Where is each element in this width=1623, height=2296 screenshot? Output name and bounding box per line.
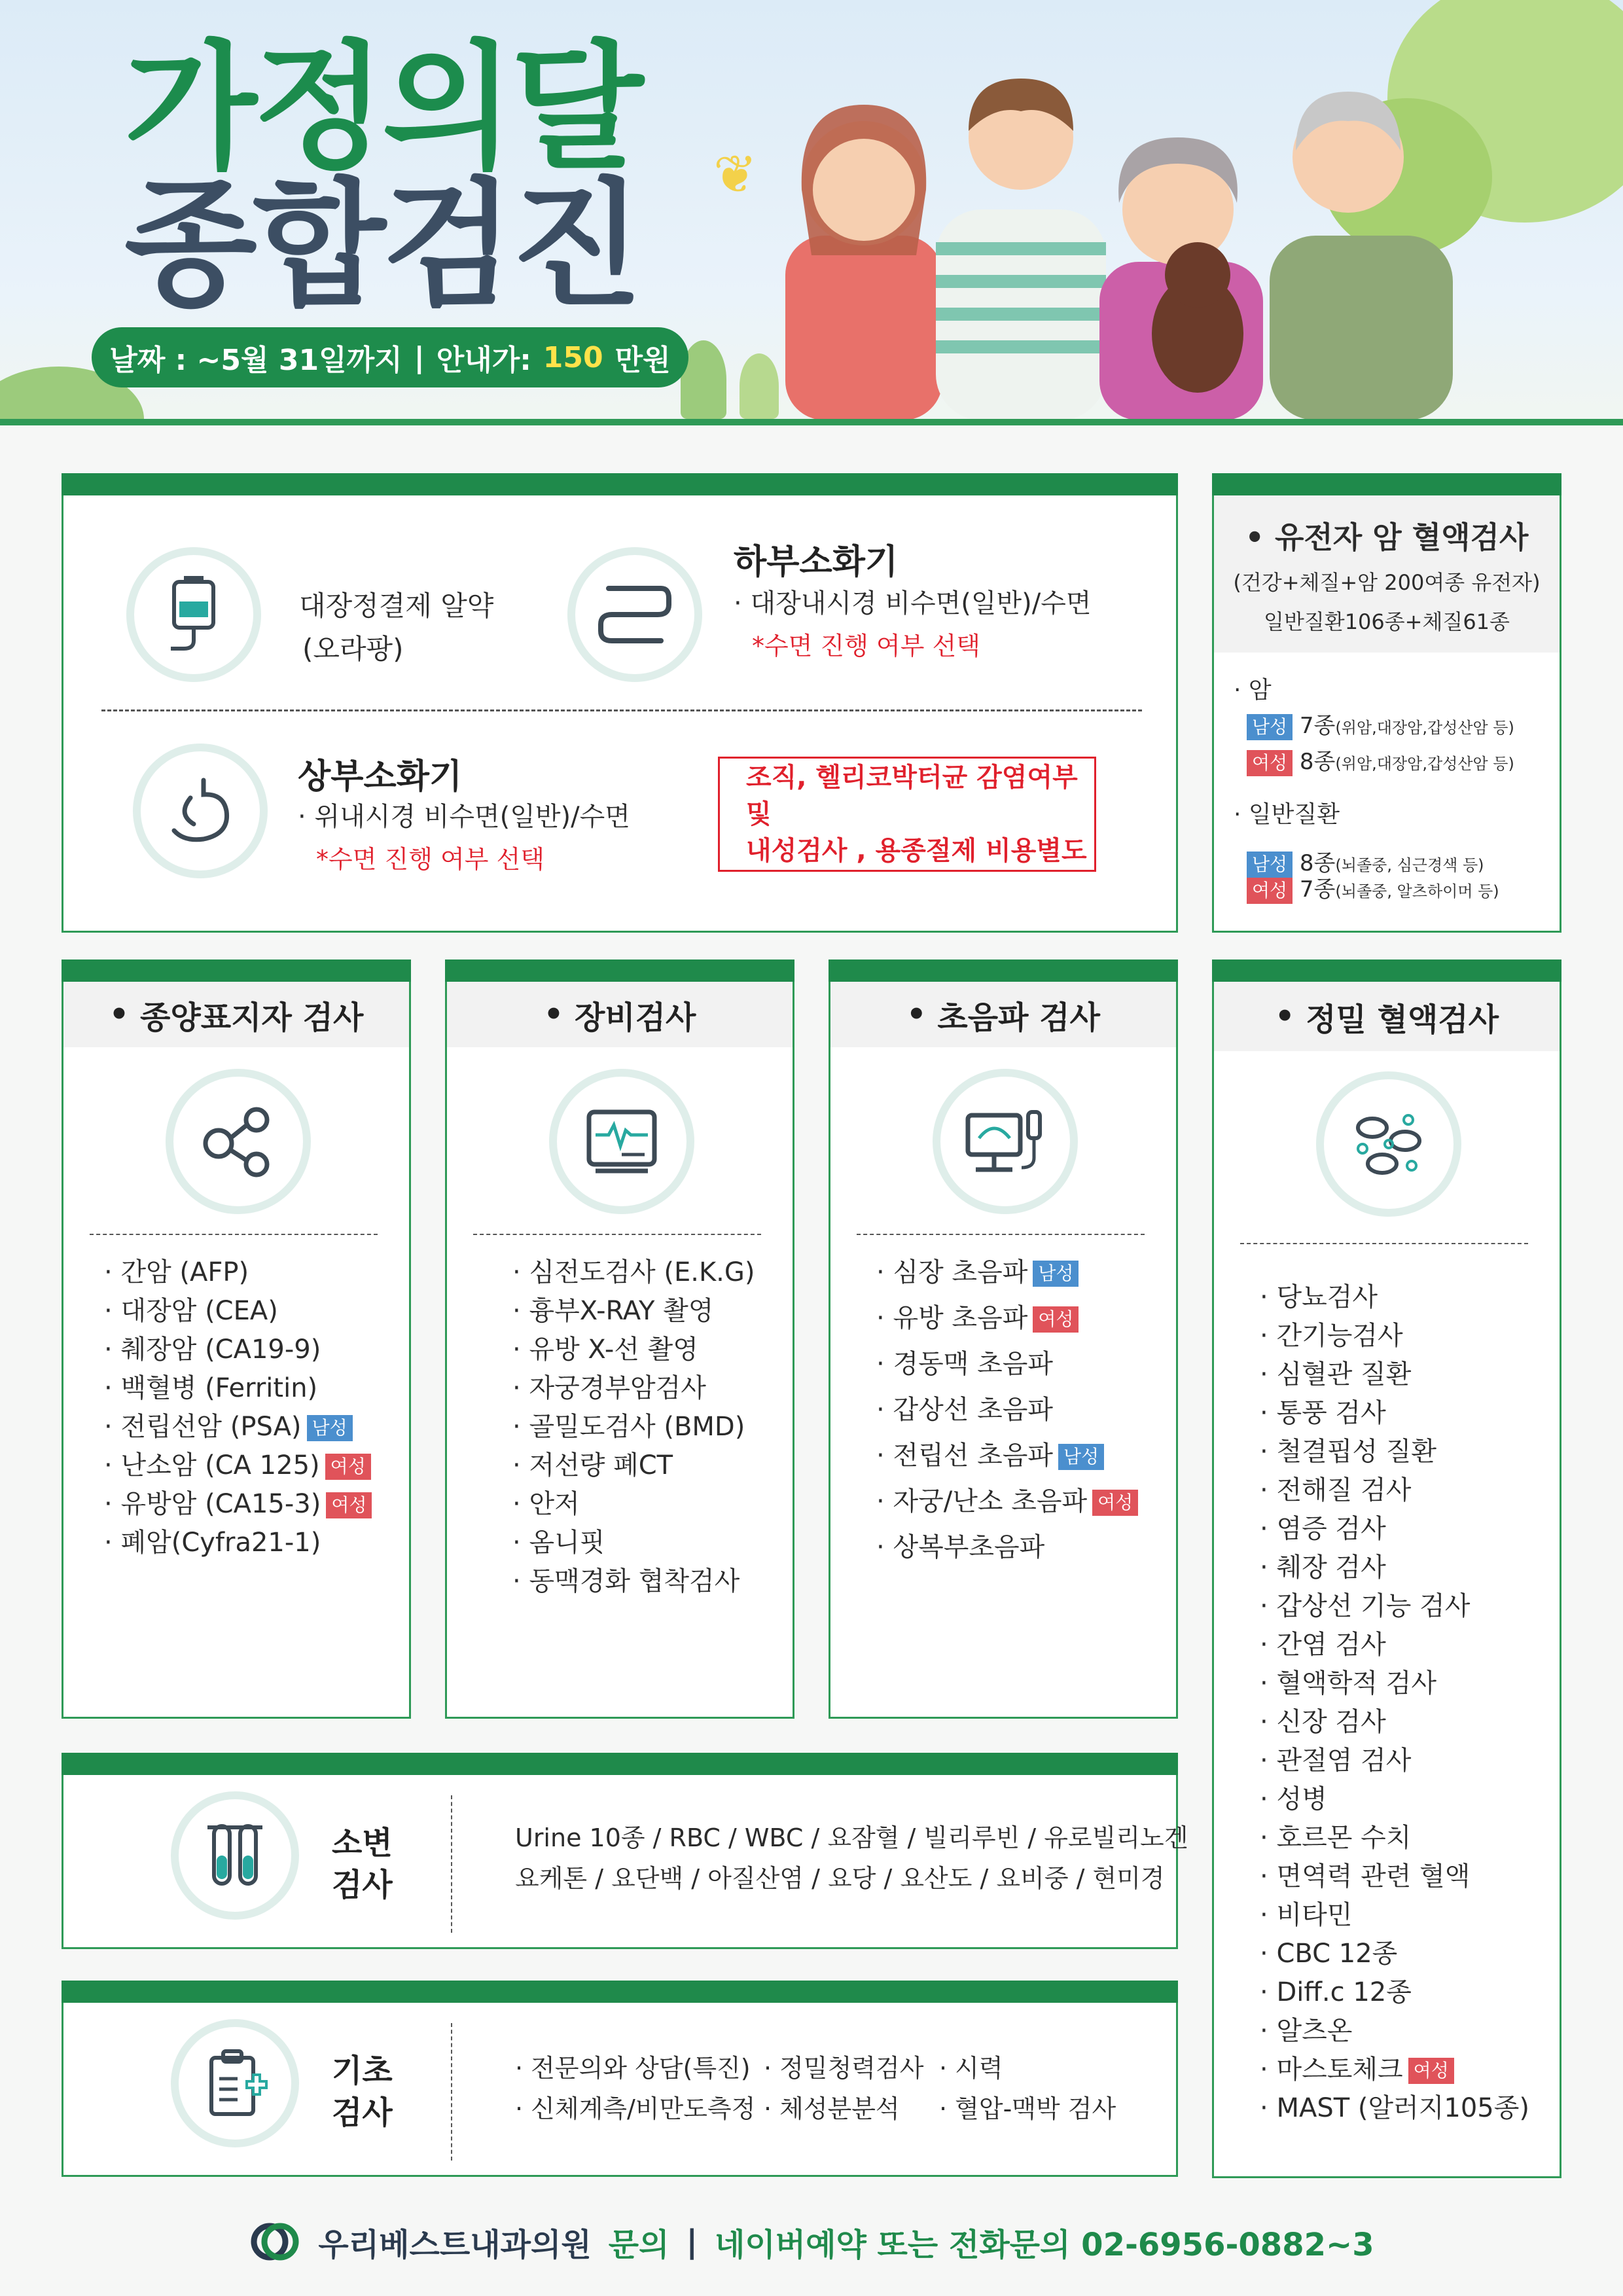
box-top-bar (62, 960, 411, 982)
inquiry-label: 문의 (608, 2226, 669, 2263)
genetic-general-label: · 일반질환 (1234, 801, 1340, 828)
item-text: 신장 검사 (1276, 1707, 1386, 1737)
list-item: · 옴니핏 (512, 1524, 755, 1562)
genetic-row (1247, 871, 1499, 904)
blood-list (1260, 1278, 1529, 2128)
item-text: CBC 12종 (1276, 1939, 1398, 1969)
list-item: · 자궁경부암검사 (512, 1369, 755, 1408)
genetic-title: • 유전자 암 혈액검사 (1245, 520, 1529, 555)
item-text: 면역력 관련 혈액 (1276, 1861, 1471, 1892)
date-price-pill (92, 327, 688, 387)
butterfly-icon: ❦ (713, 144, 758, 205)
list-item: · 저선량 폐CT (512, 1446, 755, 1485)
item-text: 전립선암 (PSA) (120, 1412, 302, 1442)
basic-item-text: 전문의와 상담(특진) (531, 2054, 751, 2083)
list-item (1260, 2012, 1529, 2051)
female-tag: 여성 (325, 1454, 371, 1480)
item-text: 마스토체크 (1276, 2054, 1403, 2085)
tumor-divider (90, 1234, 378, 1235)
family-illustration (772, 59, 1525, 420)
list-item: · 심전도검사 (E.K.G) (512, 1253, 755, 1292)
item-text: Diff.c 12종 (1276, 1977, 1412, 2007)
monitor-ecg-icon (549, 1069, 694, 1214)
item-text: 전해질 검사 (1276, 1475, 1412, 1505)
list-item: · 유방 X-선 촬영 (512, 1331, 755, 1369)
list-item: · 흉부X-RAY 촬영 (512, 1292, 755, 1331)
list-item (104, 1331, 372, 1369)
basic-item: · 신체계측/비만도측정 (515, 2094, 756, 2123)
basic-test-box (62, 1981, 1178, 2177)
iv-bag-icon (126, 547, 261, 682)
list-item: · 골밀도검사 (BMD) (512, 1408, 755, 1446)
equipment-box (445, 960, 794, 1719)
urine-divider (451, 1795, 452, 1933)
basic-item-text: 신체계측/비만도측정 (531, 2094, 756, 2123)
lower-gi-item: · 대장내시경 비수면(일반)/수면 (734, 588, 1092, 619)
list-item (1260, 1355, 1529, 1394)
basic-item-text: 시력 (955, 2054, 1003, 2083)
list-item (876, 1387, 1138, 1433)
genetic-test-box (1212, 473, 1561, 933)
male-tag: 남성 (1247, 714, 1293, 740)
male-tag: 남성 (1058, 1444, 1104, 1470)
basic-item-text: 혈압-맥박 검사 (955, 2094, 1116, 2123)
lower-gi-title: 하부소화기 (734, 543, 899, 582)
list-item (876, 1524, 1138, 1570)
box-top-bar (1212, 960, 1561, 982)
list-item (1260, 1973, 1529, 2012)
box-top-bar (62, 1753, 1178, 1775)
upper-gi-title: 상부소화기 (298, 757, 463, 797)
list-item (876, 1341, 1138, 1387)
list-item (1260, 1857, 1529, 1896)
list-item (1260, 2051, 1529, 2089)
item-text: 관절염 검사 (1276, 1746, 1412, 1776)
basic-item-text: 정밀청력검사 (779, 2054, 924, 2083)
genetic-row-count: 8종 (1299, 749, 1336, 775)
lower-gi-note: *수면 진행 여부 선택 (752, 632, 980, 660)
female-tag: 여성 (1033, 1306, 1079, 1333)
hero-ground-line (0, 419, 1623, 425)
item-text: 유방암 (CA15-3) (120, 1489, 321, 1519)
item-text: 간기능검사 (1276, 1321, 1403, 1351)
list-item (1260, 1317, 1529, 1355)
blood-header: • 정밀 혈액검사 (1214, 982, 1560, 1051)
urine-title-line1: 소변 (332, 1825, 393, 1861)
blood-title: 정밀 혈액검사 (1306, 1001, 1499, 1038)
hero-title-line1: 가정의달 (124, 27, 640, 188)
item-text: 염증 검사 (1276, 1514, 1386, 1544)
extra-cost-line1: 조직, 헬리코박터균 감염여부 및 (746, 762, 1078, 829)
list-item (876, 1295, 1138, 1341)
list-item (104, 1408, 372, 1446)
upper-gi-note: *수면 진행 여부 선택 (316, 845, 544, 874)
basic-item: · 체성분분석 (764, 2094, 900, 2123)
list-item (1260, 1394, 1529, 1433)
female-tag: 여성 (1092, 1490, 1138, 1516)
tumor-title: 종양표지자 검사 (140, 999, 364, 1036)
item-text: 간암 (AFP) (120, 1257, 249, 1287)
blood-cells-icon (1316, 1071, 1461, 1217)
stomach-icon (133, 744, 268, 878)
box-top-bar (829, 960, 1178, 982)
item-text: 대장암 (CEA) (120, 1296, 278, 1326)
clinic-name: 우리베스트내과의원 (318, 2226, 592, 2263)
genetic-row-count: 8종 (1299, 850, 1336, 876)
female-tag: 여성 (326, 1492, 372, 1518)
upper-gi-item-text: 위내시경 비수면(일반)/수면 (314, 802, 630, 832)
item-text: 혈액학적 검사 (1276, 1668, 1436, 1698)
genetic-title-text: 유전자 암 혈액검사 (1274, 520, 1529, 555)
male-tag: 남성 (1247, 852, 1293, 878)
box-top-bar (445, 960, 794, 982)
extra-cost-notice (718, 757, 1096, 872)
basic-item: · 전문의와 상담(특진) (515, 2054, 751, 2083)
list-item (104, 1524, 372, 1562)
list-item (1260, 1664, 1529, 1703)
list-item (876, 1249, 1138, 1295)
item-text: MAST (알러지105종) (1276, 2093, 1529, 2123)
item-text: 통풍 검사 (1276, 1398, 1386, 1428)
price-unit: 만원 (615, 344, 671, 377)
basic-item: · 시력 (939, 2054, 1003, 2083)
item-text: 폐암(Cyfra21-1) (120, 1528, 321, 1558)
equipment-header: • 장비검사 (447, 982, 793, 1047)
urine-line1: Urine 10종 / RBC / WBC / 요잠혈 / 빌리루빈 / 유로빌리노겐 (515, 1823, 1188, 1852)
list-item (1260, 2089, 1529, 2128)
item-text: 갑상선 기능 검사 (1276, 1591, 1471, 1621)
list-item (1260, 1626, 1529, 1664)
hero-banner (0, 0, 1623, 425)
extra-cost-line2: 내성검사 , 용종절제 비용별도 (746, 836, 1087, 866)
box-top-bar (62, 473, 1178, 495)
pill-separator: | (414, 340, 425, 374)
tumor-header: • 종양표지자 검사 (63, 982, 409, 1047)
ultrasound-machine-icon (933, 1069, 1078, 1214)
genetic-row (1247, 708, 1514, 740)
urine-title-line2: 검사 (332, 1867, 393, 1903)
price-value: 150 (543, 340, 603, 374)
item-text: 알츠온 (1276, 2016, 1353, 2046)
contact-info[interactable]: 네이버예약 또는 전화문의 02-6956-0882~3 (714, 2226, 1374, 2263)
list-item (104, 1485, 372, 1524)
item-text: 상복부초음파 (893, 1532, 1045, 1562)
list-item (1260, 1742, 1529, 1780)
list-item (1260, 1433, 1529, 1471)
basic-item: · 정밀청력검사 (764, 2054, 924, 2083)
list-item (1260, 1819, 1529, 1857)
basic-title-line2: 검사 (332, 2094, 393, 2131)
item-text: 난소암 (CA 125) (120, 1450, 320, 1480)
list-item (104, 1292, 372, 1331)
genetic-row-count: 7종 (1299, 876, 1336, 903)
upper-gi-item: · 위내시경 비수면(일반)/수면 (298, 802, 630, 832)
male-tag: 남성 (1033, 1261, 1079, 1287)
molecule-icon (166, 1069, 311, 1214)
basic-item: · 혈압-맥박 검사 (939, 2094, 1116, 2123)
list-item (876, 1433, 1138, 1479)
ultrasound-header: • 초음파 검사 (830, 982, 1176, 1047)
list-item (1260, 1780, 1529, 1819)
basic-divider (451, 2023, 452, 2161)
intestine-icon (567, 547, 702, 682)
blood-divider (1240, 1243, 1528, 1244)
tumor-list (104, 1253, 372, 1562)
list-item (104, 1369, 372, 1408)
clipboard-medical-icon (171, 2019, 299, 2147)
item-text: 성병 (1276, 1784, 1327, 1814)
footer (0, 2206, 1623, 2278)
list-item (104, 1446, 372, 1485)
urine-line2: 요케톤 / 요단백 / 아질산염 / 요당 / 요산도 / 요비중 / 현미경 (515, 1864, 1165, 1893)
test-tubes-icon (171, 1791, 299, 1920)
genetic-row-detail: (위암,대장암,갑성산암 등) (1335, 719, 1514, 737)
list-item (1260, 1896, 1529, 1935)
blood-test-box (1212, 960, 1561, 2178)
ultrasound-box (829, 960, 1178, 1719)
equipment-divider (473, 1234, 761, 1235)
list-item (1260, 1935, 1529, 1973)
tumor-marker-box (62, 960, 411, 1719)
item-text: 갑상선 초음파 (893, 1395, 1053, 1425)
list-item (1260, 1510, 1529, 1549)
female-tag: 여성 (1247, 750, 1293, 776)
item-text: 비타민 (1276, 1900, 1353, 1930)
genetic-row-detail: (뇌졸중, 심근경색 등) (1335, 856, 1484, 874)
gi-divider (101, 709, 1142, 711)
male-tag: 남성 (307, 1415, 353, 1441)
clinic-logo-icon (249, 2215, 301, 2268)
price-label: 안내가: (436, 344, 531, 377)
genetic-row-detail: (뇌졸중, 알츠하이머 등) (1335, 882, 1499, 901)
genetic-header (1214, 495, 1560, 653)
basic-title-line1: 기초 (332, 2053, 393, 2089)
item-text: 심장 초음파 (893, 1257, 1028, 1287)
genetic-general-label-text: 일반질환 (1248, 801, 1340, 828)
genetic-sub1: (건강+체질+암 200여종 유전자) (1233, 570, 1541, 595)
footer-separator: | (686, 2223, 698, 2260)
list-item (876, 1479, 1138, 1524)
female-tag: 여성 (1247, 878, 1293, 904)
list-item (1260, 1587, 1529, 1626)
urine-test-box (62, 1753, 1188, 1949)
date-text: 날짜 : ~5월 31일까지 (109, 344, 402, 377)
list-item (104, 1253, 372, 1292)
genetic-row (1247, 744, 1514, 776)
list-item (1260, 1703, 1529, 1742)
genetic-row-detail: (위암,대장암,갑성산암 등) (1335, 755, 1514, 773)
equipment-title: 장비검사 (574, 999, 696, 1036)
list-item (1260, 1471, 1529, 1510)
ultrasound-divider (857, 1234, 1145, 1235)
genetic-cancer-label: · 암 (1234, 677, 1272, 704)
basic-item-text: 체성분분석 (779, 2094, 900, 2123)
list-item (1260, 1549, 1529, 1587)
item-text: 췌장 검사 (1276, 1552, 1386, 1583)
item-text: 간염 검사 (1276, 1630, 1386, 1660)
ultrasound-list (876, 1249, 1138, 1570)
item-text: 전립선 초음파 (893, 1441, 1053, 1471)
item-text: 심혈관 질환 (1276, 1359, 1412, 1390)
prep-line2: (오라팡) (302, 633, 404, 665)
list-item (1260, 1278, 1529, 1317)
lower-gi-item-text: 대장내시경 비수면(일반)/수면 (750, 588, 1092, 619)
genetic-cancer-label-text: 암 (1248, 677, 1272, 704)
item-text: 백혈병 (Ferritin) (120, 1373, 318, 1403)
gi-endoscopy-box (62, 473, 1178, 933)
hero-title-line2: 종합검진 (124, 165, 640, 325)
box-top-bar (62, 1981, 1178, 2003)
female-tag: 여성 (1408, 2058, 1454, 2084)
item-text: 유방 초음파 (893, 1303, 1028, 1333)
ultrasound-title: 초음파 검사 (937, 999, 1100, 1036)
item-text: 호르몬 수치 (1276, 1823, 1412, 1853)
list-item: · 안저 (512, 1485, 755, 1524)
item-text: 철결핍성 질환 (1276, 1437, 1436, 1467)
item-text: 경동맥 초음파 (893, 1349, 1053, 1379)
item-text: 췌장암 (CA19-9) (120, 1335, 321, 1365)
item-text: 당뇨검사 (1276, 1282, 1378, 1312)
genetic-row-count: 7종 (1299, 713, 1336, 739)
item-text: 자궁/난소 초음파 (893, 1486, 1088, 1516)
prep-line1: 대장정결제 알약 (299, 590, 494, 622)
genetic-sub2: 일반질환106종+체질61종 (1264, 609, 1510, 634)
box-top-bar (1212, 473, 1561, 495)
equipment-list (512, 1253, 755, 1601)
list-item: · 동맥경화 협착검사 (512, 1562, 755, 1601)
